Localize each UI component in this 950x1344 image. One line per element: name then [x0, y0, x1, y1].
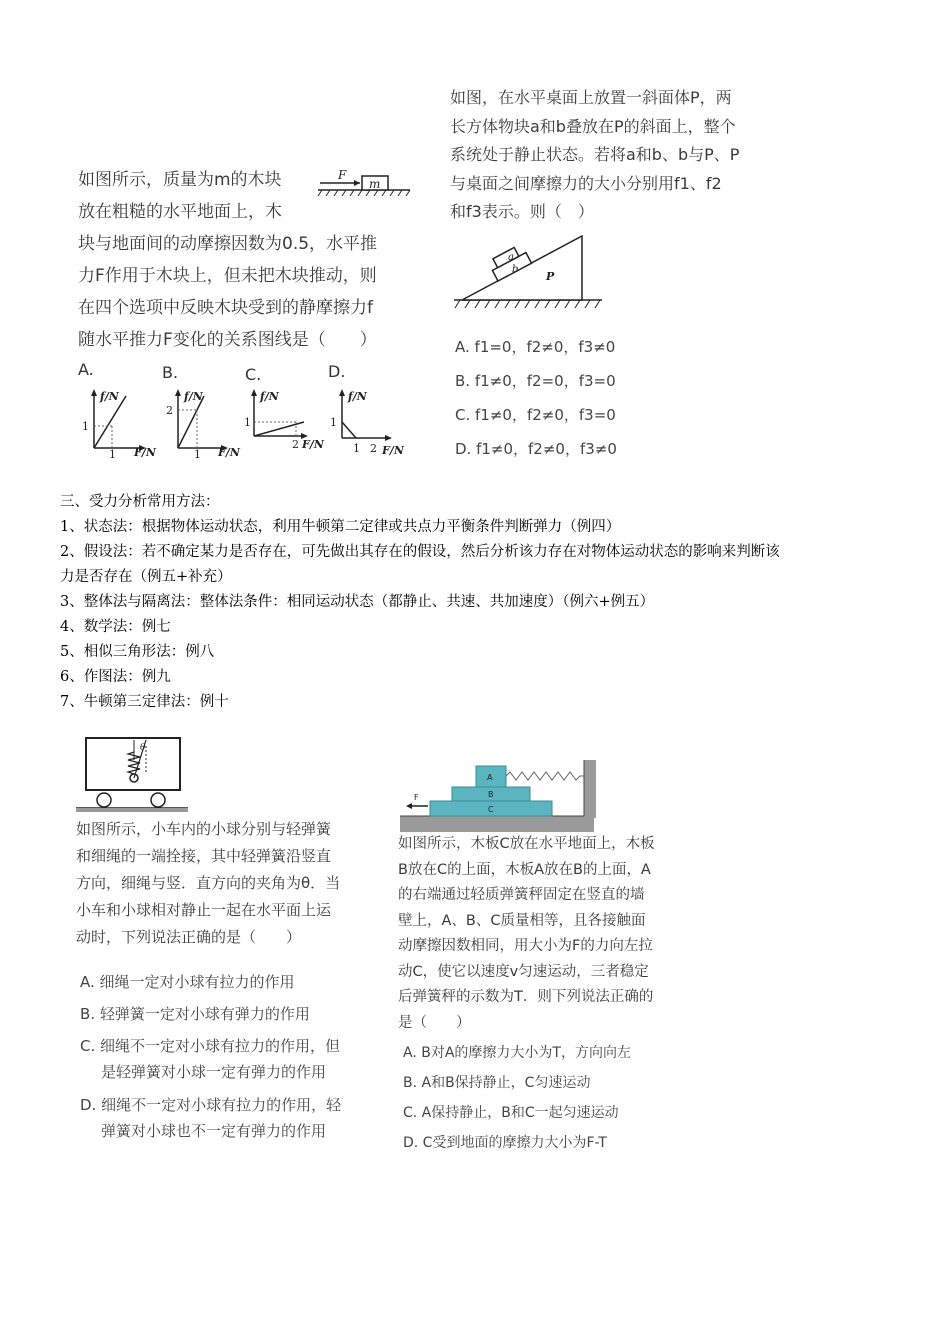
graph-b-x-tick: 1 — [194, 448, 201, 458]
q4-line-6: 动C，使它以速度v匀速运动，三者稳定 — [398, 963, 649, 980]
section-item-6: 6、作图法：例九 — [60, 669, 171, 685]
q1-option-c: C. — [245, 365, 262, 384]
q1-force-label: F — [338, 168, 347, 182]
q3-option-d-cont: 弹簧对小球也不一定有弹力的作用 — [101, 1122, 327, 1140]
q3-line-2: 和细绳的一端拴接，其中轻弹簧沿竖直 — [76, 847, 332, 865]
q2-option-b: B. f1≠0，f2=0，f3=0 — [455, 372, 616, 390]
q3-option-a: A. 细绳一定对小球有拉力的作用 — [80, 973, 295, 991]
q4-block-c-label: C — [488, 805, 494, 814]
q2-p-label: P — [546, 270, 555, 283]
graph-d-x-tick-1: 1 — [353, 442, 360, 455]
graph-d-y-tick: 1 — [330, 416, 337, 429]
graph-b-y-tick: 2 — [166, 404, 173, 417]
graph-a-x-label: F/N — [134, 446, 156, 458]
section-item-3: 3、整体法与隔离法：整体法条件：相同运动状态（都静止、共速、共加速度）（例六+例五） — [60, 594, 655, 610]
q4-line-5: 动摩擦因数相同，用大小为F的力向左拉 — [398, 938, 653, 954]
q4-line-2: B放在C的上面，木板A放在B的上面，A — [398, 861, 651, 878]
q1-option-d: D. — [328, 362, 346, 381]
q4-line-4: 壁上，A、B、C质量相等，且各接触面 — [398, 912, 646, 929]
q1-option-b: B. — [162, 363, 179, 382]
q3-option-d: D. 细绳不一定对小球有拉力的作用，轻 — [80, 1096, 342, 1114]
q4-line-3: 的右端通过轻质弹簧秤固定在竖直的墙 — [398, 887, 645, 903]
graph-a-x-tick: 1 — [109, 448, 116, 458]
q2-option-a: A. f1=0，f2≠0，f3≠0 — [455, 338, 616, 356]
section-title: 三、受力分析常用方法： — [60, 494, 220, 510]
q2-line-4: 与桌面之间摩擦力的大小分别用f1、f2 — [450, 173, 722, 193]
q4-blocks-figure — [400, 758, 600, 836]
graph-d-x-tick-2: 2 — [370, 442, 377, 455]
graph-a-y-label: f/N — [100, 390, 119, 403]
section-item-7: 7、牛顿第三定律法：例十 — [60, 694, 229, 710]
q1-graph-d — [326, 386, 416, 458]
graph-a-y-tick: 1 — [82, 420, 89, 433]
graph-b-y-label: f/N — [184, 390, 203, 403]
section-item-2: 2、假设法：若不确定某力是否存在，可先做出其存在的假设，然后分析该力存在对物体运动状态的影响来判断该 — [60, 544, 780, 560]
q3-option-c-cont: 是轻弹簧对小球一定有弹力的作用 — [101, 1063, 327, 1081]
q2-line-1: 如图，在水平桌面上放置一斜面体P，两 — [450, 88, 732, 107]
q1-line-3: 块与地面间的动摩擦因数为0.5，水平推 — [78, 234, 378, 254]
graph-c-y-tick: 1 — [244, 416, 251, 429]
q3-angle-label: θ — [140, 743, 146, 753]
q4-line-7: 后弹簧秤的示数为T．则下列说法正确的 — [398, 989, 654, 1005]
q2-b-label: b — [512, 264, 519, 275]
q4-option-b: B. A和B保持静止，C匀速运动 — [403, 1075, 591, 1091]
graph-b-x-label: F/N — [218, 446, 240, 458]
q1-graph-c — [244, 386, 332, 458]
q1-line-6: 随水平推力F变化的关系图线是（ ） — [78, 330, 377, 350]
q1-graph-b — [162, 386, 248, 458]
q2-option-d: D. f1≠0，f2≠0，f3≠0 — [455, 440, 617, 458]
q3-line-1: 如图所示，小车内的小球分别与轻弹簧 — [76, 820, 332, 838]
graph-d-x-label: F/N — [382, 444, 404, 457]
graph-d-y-label: f/N — [348, 390, 367, 403]
q4-block-b-label: B — [488, 790, 494, 799]
q2-incline-figure — [452, 228, 604, 312]
q1-option-a: A. — [78, 360, 94, 379]
q4-block-a-label: A — [487, 773, 493, 782]
q1-graph-a — [78, 386, 166, 458]
q3-line-4: 小车和小球相对静止一起在水平面上运 — [76, 901, 332, 919]
q3-option-b: B. 轻弹簧一定对小球有弹力的作用 — [80, 1005, 310, 1023]
q2-option-c: C. f1≠0，f2≠0，f3=0 — [455, 406, 616, 424]
graph-c-x-label: F/N — [302, 438, 324, 451]
section-item-2-cont: 力是否存在（例五+补充） — [60, 569, 232, 585]
q4-line-1: 如图所示，木板C放在水平地面上，木板 — [398, 836, 655, 852]
q1-block-figure — [312, 168, 412, 198]
q2-line-2: 长方体物块a和b叠放在P的斜面上，整个 — [450, 116, 736, 136]
q4-line-8: 是（ ） — [398, 1014, 471, 1031]
q1-line-2: 放在粗糙的水平地面上，木 — [78, 202, 282, 222]
q1-line-4: 力F作用于木块上，但未把木块推动，则 — [78, 266, 377, 286]
q1-line-5: 在四个选项中反映木块受到的静摩擦力f — [78, 298, 373, 318]
graph-c-y-label: f/N — [260, 390, 279, 403]
q2-line-5: 和f3表示。则（ ） — [450, 202, 594, 221]
q1-line-1: 如图所示，质量为m的木块 — [78, 170, 282, 190]
section-item-5: 5、相似三角形法：例八 — [60, 644, 215, 660]
q4-force-label: F — [414, 793, 419, 802]
q3-line-5: 动时，下列说法正确的是（ ） — [76, 928, 302, 946]
q4-option-c: C. A保持静止，B和C一起匀速运动 — [403, 1105, 619, 1121]
q3-option-c: C. 细绳不一定对小球有拉力的作用，但 — [80, 1037, 341, 1055]
q4-option-a: A. B对A的摩擦力大小为T，方向向左 — [403, 1045, 631, 1061]
section-item-1: 1、状态法：根据物体运动状态，利用牛顿第二定律或共点力平衡条件判断弹力（例四） — [60, 519, 621, 535]
q1-mass-label: m — [369, 177, 381, 191]
q4-option-d: D. C受到地面的摩擦力大小为F-T — [403, 1135, 607, 1151]
q2-line-3: 系统处于静止状态。若将a和b、b与P、P — [450, 145, 740, 164]
graph-c-x-tick: 2 — [292, 438, 299, 451]
q3-cart-figure — [76, 734, 196, 812]
q3-line-3: 方向，细绳与竖．直方向的夹角为θ．当 — [76, 874, 341, 892]
q2-a-label: a — [508, 252, 514, 263]
section-item-4: 4、数学法：例七 — [60, 619, 171, 635]
